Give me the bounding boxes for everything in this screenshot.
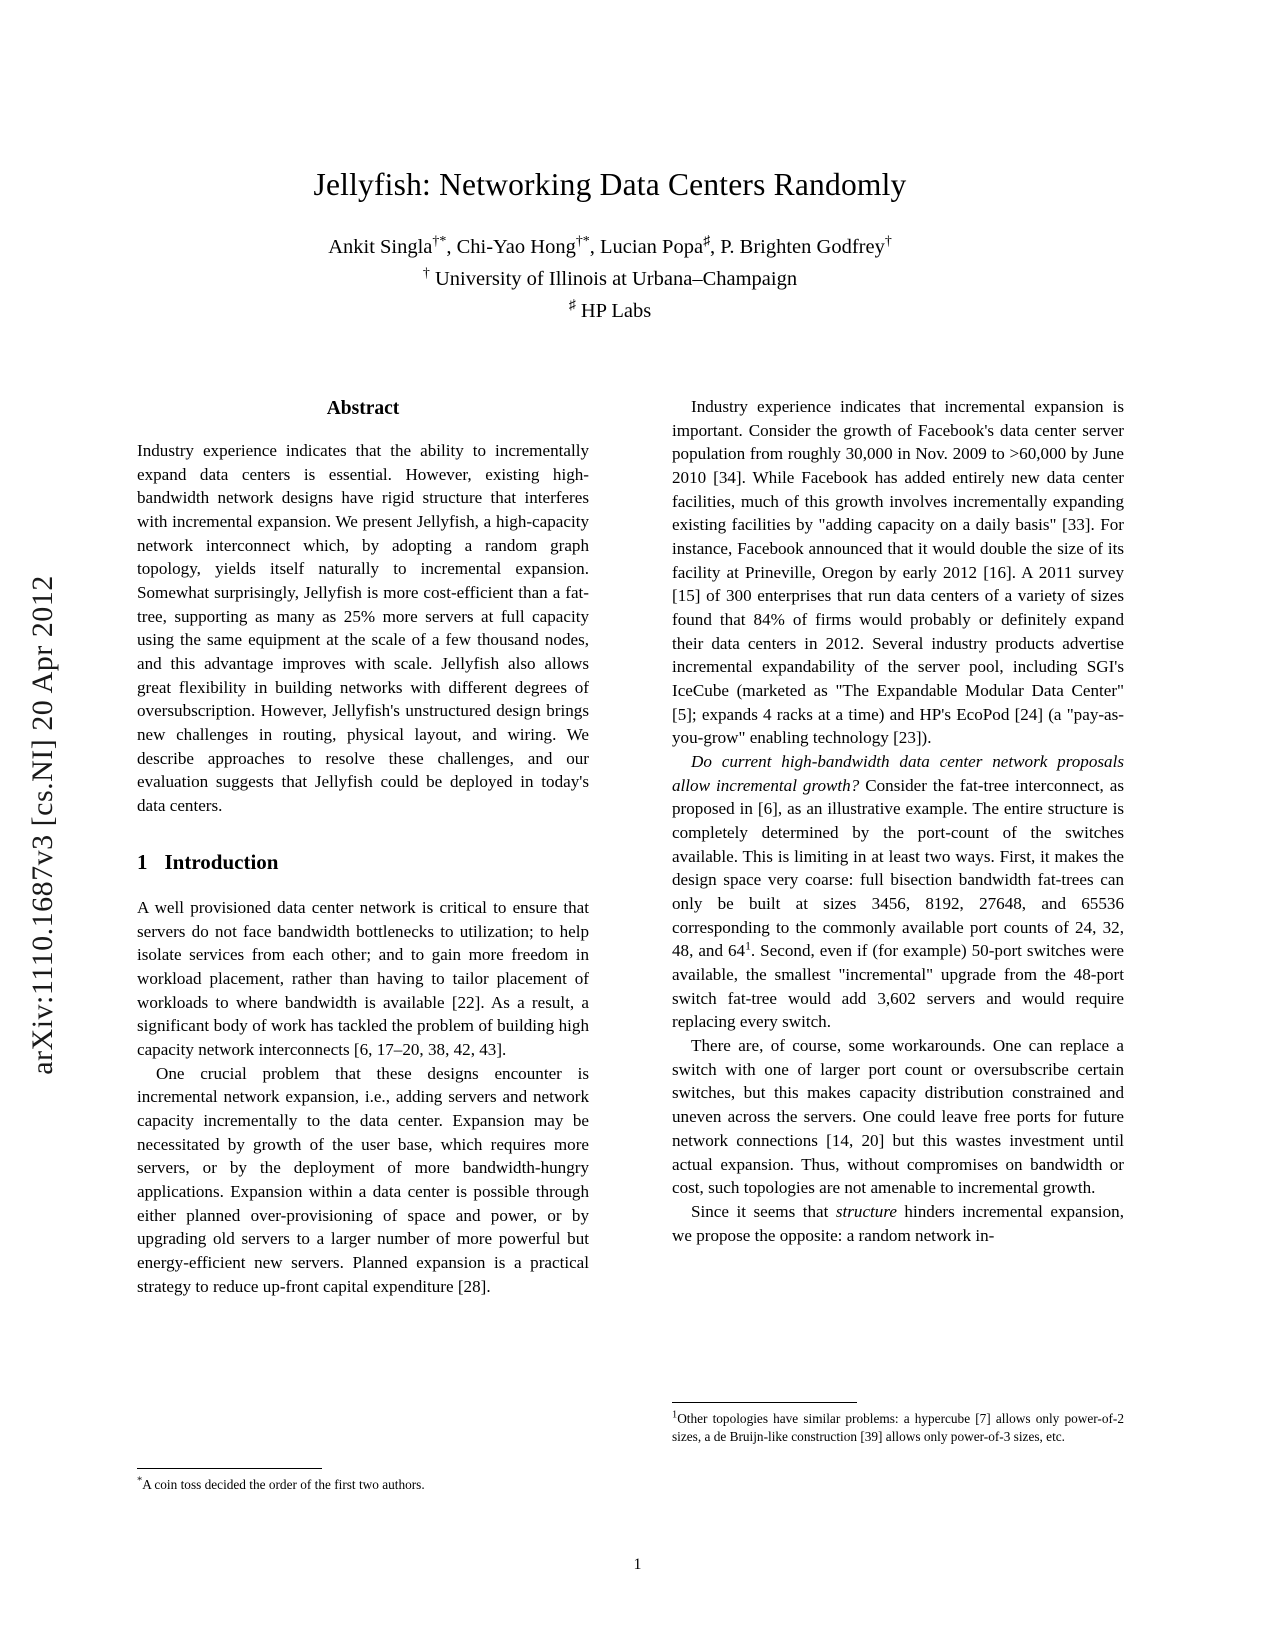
footnote-right-body: Other topologies have similar problems: a hypercube [7] allows only power-of-2 sizes, a de Bruijn-like construction [39] allows only power-of-3 sizes, etc.	[672, 1411, 1124, 1445]
section-title: Introduction	[164, 849, 279, 874]
intro-paragraph-1: A well provisioned data center network is critical to ensure that servers do not face bandwidth bottlenecks to utilization; to help isolate services from each other; and to gain more freedom in workload placement, rather than having to tailor placement of workloads to where bandwidth is available [22]. As a result, a significant body of work has tackled the problem of building high capacity network interconnects [6, 17–20, 38, 42, 43].	[137, 897, 589, 1059]
affiliation-2	[135, 296, 1085, 328]
author-2-name: Chi-Yao Hong	[456, 236, 576, 259]
affiliation-1-mark: †	[422, 266, 430, 282]
affiliation-1-text: University of Illinois at Urbana–Champaign	[435, 268, 798, 291]
section-heading-introduction	[137, 848, 589, 877]
author-sep-3: ,	[710, 236, 721, 259]
footnote-left	[137, 1468, 589, 1494]
footnote-right-mark: 1	[672, 1409, 678, 1421]
right-paragraph-4-lead: Since it seems that	[691, 1201, 836, 1221]
author-sep-1: ,	[446, 236, 457, 259]
intro-paragraph-2: One crucial problem that these designs encounter is incremental network expansion, i.e., adding servers and network capacity incrementally to the data center. Expansion may be necessitated by growth of the user base, which requires more servers, or by the deployment of more bandwidth-hungry applications. Expansion within a data center is possible through either planned over-provisioning of space and power, or by upgrading old servers to a larger number of more powerful but energy-efficient new servers. Planned expansion is a practical strategy to reduce up-front capital expenditure [28].	[137, 1063, 589, 1296]
footnote-right	[672, 1398, 1124, 1447]
author-3-marks: ♯	[703, 234, 711, 250]
author-1-marks: †*	[432, 234, 447, 250]
right-paragraph-4-rest: hinders incremental expansion, we propose the opposite: a random network in-	[672, 1201, 1124, 1245]
footnote-ref-1[interactable]: 1	[745, 939, 751, 953]
title-block	[135, 165, 1085, 328]
footnote-left-mark: *	[137, 1475, 143, 1487]
right-paragraph-3: There are, of course, some workarounds. One can replace a switch with one of larger port count or oversubscribe certain switches, but this makes capacity distribution constrained and uneven across the servers. One could leave free ports for future network connections [14, 20] but this wastes investment until actual expansion. Thus, without compromises on bandwidth or cost, such topologies are not amenable to incremental growth.	[672, 1036, 1124, 1198]
footnote-left-body: A coin toss decided the order of the first two authors.	[142, 1477, 425, 1492]
italic-structure: structure	[835, 1201, 897, 1221]
author-4-marks: †	[884, 234, 892, 250]
italic-question: Do current high-bandwidth data center network proposals allow incremental growth?	[672, 752, 1124, 795]
right-paragraph-4	[672, 1200, 1124, 1247]
author-4-name: P. Brighten Godfrey	[720, 236, 885, 259]
affiliation-2-text: HP Labs	[580, 299, 652, 322]
footnote-left-text	[137, 1476, 589, 1494]
right-column	[672, 395, 1124, 1247]
right-paragraph-2-tail: . Second, even if (for example) 50-port switches were available, the smallest "incremental" upgrade from the 48-port switch fat-tree would add 3,602 servers and would require replacing every switch.	[672, 941, 1124, 1032]
right-paragraph-2	[672, 750, 1124, 1034]
page-title: Jellyfish: Networking Data Centers Randomly	[313, 167, 907, 202]
left-column	[137, 395, 589, 1298]
author-3-name: Lucian Popa	[600, 236, 704, 259]
footnote-right-text	[672, 1410, 1124, 1447]
author-list	[135, 232, 1085, 264]
abstract-text: Industry experience indicates that the ability to incrementally expand data centers is essential. However, existing high-bandwidth network designs have rigid structure that interferes with incremental expansion. We present Jellyfish, a high-capacity network interconnect which, by adopting a random graph topology, yields itself naturally to incremental expansion. Somewhat surprisingly, Jellyfish is more cost-efficient than a fat-tree, supporting as many as 25% more servers at full capacity using the same equipment at the scale of a few thousand nodes, and this advantage improves with scale. Jellyfish also allows great flexibility in building networks with different degrees of oversubscription. However, Jellyfish's unstructured design brings new challenges in routing, physical layout, and wiring. We describe approaches to resolve these challenges, and our evaluation suggests that Jellyfish could be deployed in today's data centers.	[137, 441, 589, 816]
affiliation-2-mark: ♯	[568, 298, 576, 314]
page-number: 1	[633, 1556, 642, 1573]
abstract-heading: Abstract	[326, 398, 400, 419]
right-paragraph-2-rest: Consider the fat-tree interconnect, as proposed in [6], as an illustrative example. The entire structure is completely determined by the port-count of the switches available. This is limiting in at least two ways. First, it makes the design space very coarse: full bisection bandwidth fat-trees can only be built at sizes 3456, 8192, 27648, and 65536 corresponding to the commonly available port counts of 24, 32, 48, and 64	[672, 775, 1124, 961]
affiliation-1	[135, 264, 1085, 296]
section-number: 1	[137, 849, 148, 874]
author-sep-2: ,	[589, 236, 601, 259]
author-1-name: Ankit Singla	[328, 236, 433, 259]
abstract-section	[137, 395, 589, 818]
right-paragraph-1: Industry experience indicates that incremental expansion is important. Consider the growth of Facebook's data center server population from roughly 30,000 in Nov. 2009 to >60,000 by June 2010 [34]. While Facebook has added entirely new data center facilities, much of this growth involves incrementally expanding existing facilities by "adding capacity on a daily basis" [33]. For instance, Facebook announced that it would double the size of its facility at Prineville, Oregon by early 2012 [16]. A 2011 survey [15] of 300 enterprises that run data centers of a variety of sizes found that 84% of firms would probably or definitely expand their data centers in 2012. Several industry products advertise incremental expandability of the server pool, including SGI's IceCube (marketed as "The Expandable Modular Data Center" [5]; expands 4 racks at a time) and HP's EcoPod [24] (a "pay-as-you-grow" enabling technology [23]).	[672, 397, 1124, 748]
author-2-marks: †*	[575, 234, 590, 250]
footnote-rule-right	[672, 1402, 857, 1403]
footnote-rule-left	[137, 1468, 322, 1469]
arxiv-stamp: arXiv:1110.1687v3 [cs.NI] 20 Apr 2012	[26, 575, 59, 1075]
